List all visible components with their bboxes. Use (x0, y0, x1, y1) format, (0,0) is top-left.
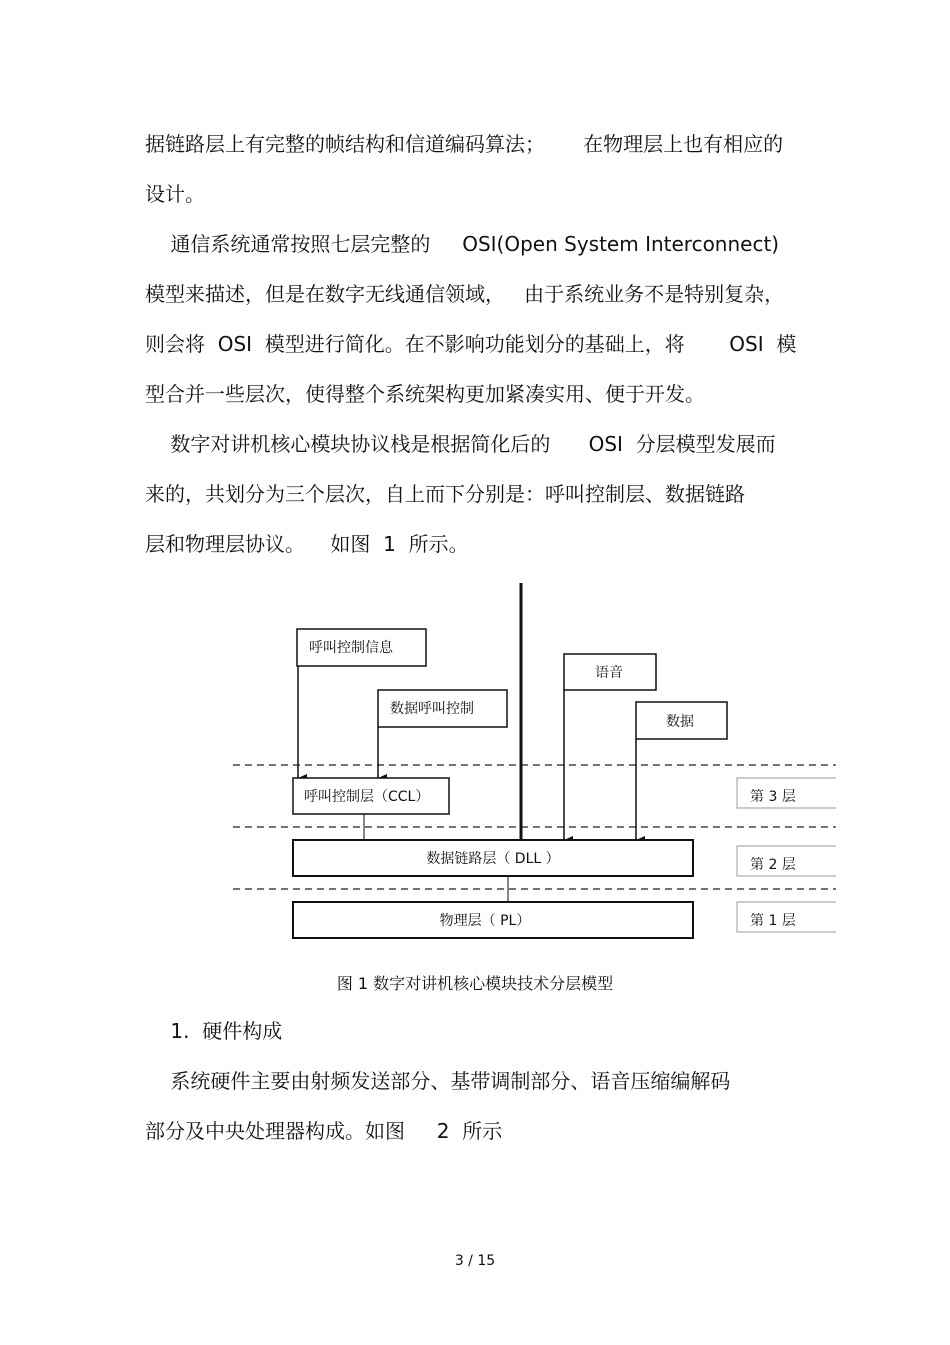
text-line: 来的，共划分为三个层次，自上而下分别是：呼叫控制层、数据链路 (145, 482, 745, 506)
text-line: 设计。 (145, 182, 205, 206)
voice-box (564, 654, 656, 690)
text-line: 据链路层上有完整的帧结构和信道编码算法； 在物理层上也有相应的 (145, 132, 784, 156)
layer-1-label-box (737, 902, 836, 932)
dll-layer-label: 数据链路层（ DLL ） (426, 851, 560, 867)
layer-2-label: 第 2 层 (750, 857, 796, 873)
text-line: 数字对讲机核心模块协议栈是根据简化后的 OSI 分层模型发展而 (145, 432, 776, 456)
layer-3-label-box (737, 778, 836, 808)
data-box (636, 702, 727, 739)
voice-label: 语音 (595, 665, 623, 681)
pl-layer-label: 物理层（ PL） (439, 913, 531, 929)
page-number: 3 / 15 (454, 1253, 496, 1269)
text-line: 系统硬件主要由射频发送部分、基带调制部分、语音压缩编解码 (145, 1069, 731, 1093)
data-call-control-label: 数据呼叫控制 (390, 701, 474, 717)
layer-2-label-box (737, 846, 836, 876)
dll-layer-box (293, 840, 693, 876)
text-line: 型合并一些层次，使得整个系统架构更加紧凑实用、便于开发。 (145, 382, 705, 406)
layer-1-label: 第 1 层 (750, 913, 796, 929)
text-line: 层和物理层协议。 如图 1 所示。 (145, 532, 469, 556)
figure-caption: 图 1 数字对讲机核心模块技术分层模型 (336, 974, 614, 993)
text-line: 则会将 OSI 模型进行简化。在不影响功能划分的基础上，将 OSI 模 (145, 332, 797, 356)
ccl-layer-box (293, 778, 449, 814)
data-call-control-box (378, 690, 507, 727)
data-label: 数据 (666, 714, 694, 730)
call-control-info-label: 呼叫控制信息 (309, 640, 393, 656)
ccl-layer-label: 呼叫控制层（CCL） (304, 789, 430, 805)
call-control-info-box (297, 629, 426, 666)
text-line: 模型来描述，但是在数字无线通信领域， 由于系统业务不是特别复杂， (145, 282, 785, 306)
text-line: 通信系统通常按照七层完整的 OSI(Open System Interconnect) (145, 232, 780, 256)
pl-layer-box (293, 902, 693, 938)
layer-3-label: 第 3 层 (750, 789, 796, 805)
text-line: 部分及中央处理器构成。如图 2 所示 (145, 1119, 503, 1143)
section-heading: 1. 硬件构成 (145, 1019, 283, 1043)
